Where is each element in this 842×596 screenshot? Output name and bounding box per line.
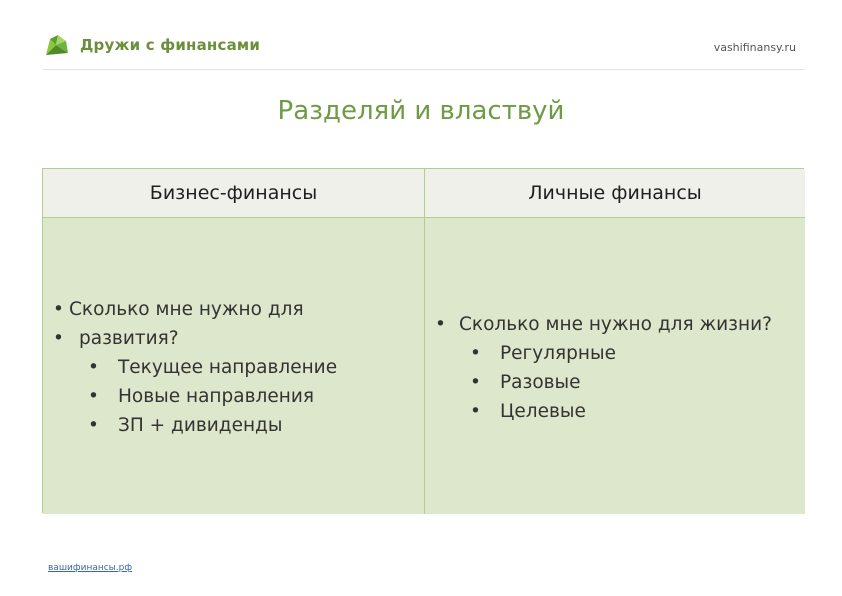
column-heading-business	[43, 169, 425, 218]
personal-question: Сколько мне нужно для жизни?	[459, 314, 772, 335]
footer-link[interactable]: вашифинансы.рф	[48, 563, 133, 573]
column-heading-personal	[425, 169, 805, 218]
logo-text: Дружи с финансами	[80, 36, 261, 54]
list-item	[425, 339, 772, 368]
list-item	[425, 310, 772, 339]
business-list	[43, 295, 337, 440]
personal-cell	[425, 218, 805, 514]
list-item	[43, 295, 337, 324]
list-item	[425, 397, 772, 426]
list-item	[43, 353, 337, 382]
business-cell	[43, 218, 425, 514]
column-heading-personal-text: Личные финансы	[528, 182, 702, 204]
business-question-line2: развития?	[79, 328, 179, 349]
personal-item-3: Целевые	[500, 401, 586, 422]
business-question-line1: Сколько мне нужно для	[69, 299, 304, 320]
header-divider	[43, 69, 804, 70]
green-origami-star-icon	[44, 33, 72, 57]
list-item	[425, 368, 772, 397]
list-item	[43, 411, 337, 440]
personal-item-1: Регулярные	[500, 343, 616, 364]
page-title: Разделяй и властвуй	[277, 96, 565, 126]
business-item-1: Текущее направление	[118, 357, 338, 378]
comparison-table	[42, 168, 804, 513]
list-item-continuation	[43, 324, 337, 353]
list-item	[43, 382, 337, 411]
brand-logo[interactable]	[44, 33, 260, 57]
business-item-3: ЗП + дивиденды	[118, 415, 283, 436]
personal-list	[425, 310, 772, 426]
column-heading-business-text: Бизнес-финансы	[149, 182, 318, 204]
business-item-2: Новые направления	[118, 386, 314, 407]
personal-item-2: Разовые	[500, 372, 581, 393]
site-url[interactable]: vashifinansy.ru	[713, 41, 796, 54]
